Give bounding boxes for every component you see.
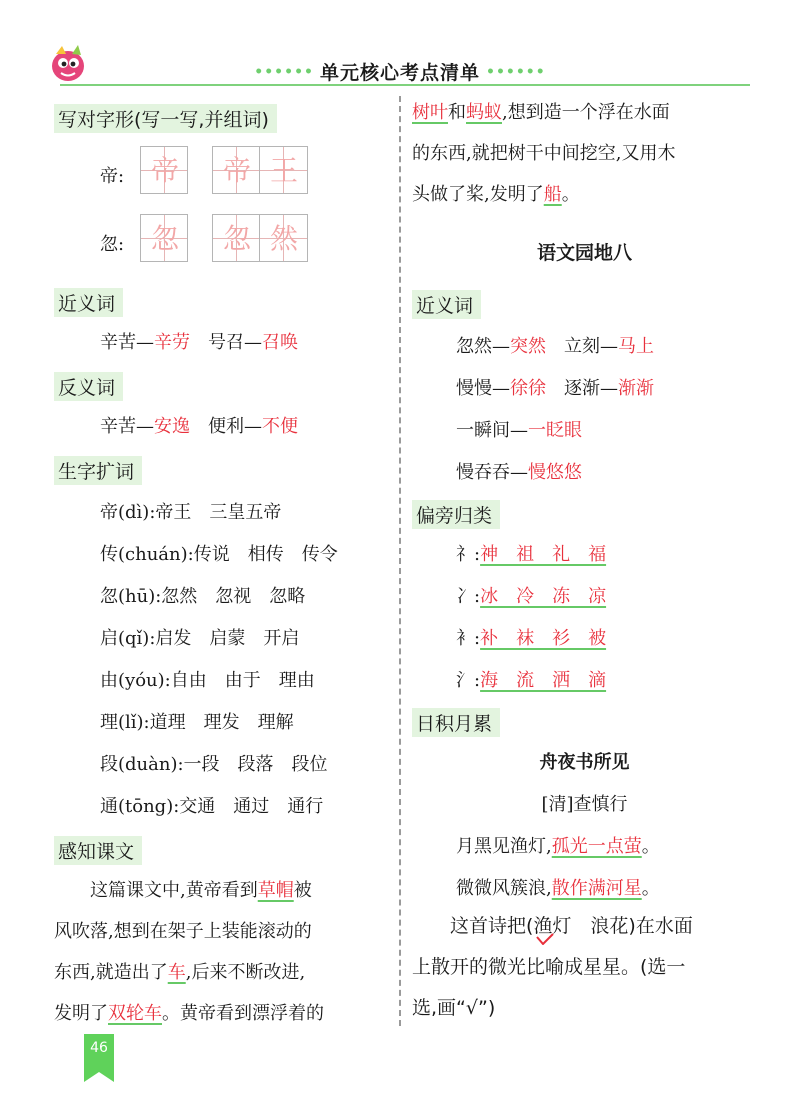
red-check-mark-icon bbox=[536, 933, 554, 945]
radical-row: 氵:海 流 洒 滴 bbox=[456, 670, 607, 691]
word-row: 理(lǐ):道理 理发 理解 bbox=[100, 712, 294, 733]
radical-row: 礻:神 祖 礼 福 bbox=[456, 544, 607, 565]
summary-continued-line: 树叶和蚂蚁,想到造一个浮在水面 bbox=[412, 102, 670, 123]
page-header bbox=[0, 0, 800, 90]
synonym-row: 辛苦—辛劳 号召—召唤 bbox=[100, 332, 298, 353]
summary-continued-line: 的东西,就把树干中间挖空,又用木 bbox=[412, 143, 676, 164]
writing-box: 忽 bbox=[140, 214, 188, 262]
writing-box: 然 bbox=[260, 214, 308, 262]
header-rule bbox=[60, 84, 750, 86]
writing-box: 忽 bbox=[212, 214, 260, 262]
word-row: 由(yóu):自由 由于 理由 bbox=[100, 670, 315, 691]
question-line: 选,画“√”) bbox=[412, 997, 496, 1019]
word-row: 忽(hū):忽然 忽视 忽略 bbox=[100, 586, 306, 607]
title-dots-right: •••••• bbox=[486, 64, 546, 80]
question-line: 上散开的微光比喻成星星。(选一 bbox=[412, 956, 686, 978]
summary-line: 这篇课文中,黄帝看到草帽被 bbox=[54, 880, 312, 901]
synonym-row: 慢慢—徐徐 逐渐—渐渐 bbox=[456, 378, 654, 399]
summary-line: 东西,就造出了车,后来不断改进, bbox=[54, 962, 306, 983]
section-title-new-words: 生字扩词 bbox=[54, 456, 142, 485]
radical-row: 冫:冰 冷 冻 凉 bbox=[456, 586, 607, 607]
section-title-text-summary: 感知课文 bbox=[54, 836, 142, 865]
poem-verse: 微微风簇浪,散作满河星。 bbox=[456, 878, 660, 899]
writing-box: 帝 bbox=[140, 146, 188, 194]
poem-author: [清]查慎行 bbox=[541, 794, 628, 815]
section-title-synonyms: 近义词 bbox=[412, 290, 481, 319]
writing-box: 帝 bbox=[212, 146, 260, 194]
summary-line: 发明了双轮车。黄帝看到漂浮着的 bbox=[54, 1003, 324, 1024]
word-row: 帝(dì):帝王 三皇五帝 bbox=[100, 502, 282, 523]
section-title-glyph: 写对字形(写一写,并组词) bbox=[54, 104, 277, 133]
word-row: 传(chuán):传说 相传 传令 bbox=[100, 544, 338, 565]
word-row: 通(tōng):交通 通过 通行 bbox=[100, 796, 324, 817]
section-title-accumulation: 日积月累 bbox=[412, 708, 500, 737]
writing-box: 王 bbox=[260, 146, 308, 194]
page-number-tab: 46 bbox=[84, 1034, 114, 1082]
column-divider bbox=[399, 96, 401, 1026]
summary-line: 风吹落,想到在架子上装能滚动的 bbox=[54, 921, 312, 942]
page-title: •••••• 单元核心考点清单 •••••• bbox=[254, 62, 546, 84]
title-dots-left: •••••• bbox=[254, 64, 314, 80]
synonym-row: 一瞬间—一眨眼 bbox=[456, 420, 582, 441]
antonym-row: 辛苦—安逸 便利—不便 bbox=[100, 416, 298, 437]
question-line: 这首诗把(渔灯 浪花)在水面 bbox=[412, 915, 693, 937]
poem-verse: 月黑见渔灯,孤光一点萤。 bbox=[456, 836, 660, 857]
unit-heading: 语文园地八 bbox=[536, 242, 632, 264]
grid-label-di: 帝: bbox=[100, 166, 125, 187]
poem-title: 舟夜书所见 bbox=[539, 752, 630, 773]
radical-row: 衤:补 袜 衫 被 bbox=[456, 628, 607, 649]
word-row: 启(qǐ):启发 启蒙 开启 bbox=[100, 628, 300, 649]
synonym-row: 忽然—突然 立刻—马上 bbox=[456, 336, 654, 357]
word-row: 段(duàn):一段 段落 段位 bbox=[100, 754, 328, 775]
section-title-antonyms: 反义词 bbox=[54, 372, 123, 401]
summary-continued-line: 头做了桨,发明了船。 bbox=[412, 184, 580, 205]
synonym-row: 慢吞吞—慢悠悠 bbox=[456, 462, 582, 483]
grid-label-hu: 忽: bbox=[100, 234, 125, 255]
section-title-synonyms: 近义词 bbox=[54, 288, 123, 317]
section-title-radicals: 偏旁归类 bbox=[412, 500, 500, 529]
